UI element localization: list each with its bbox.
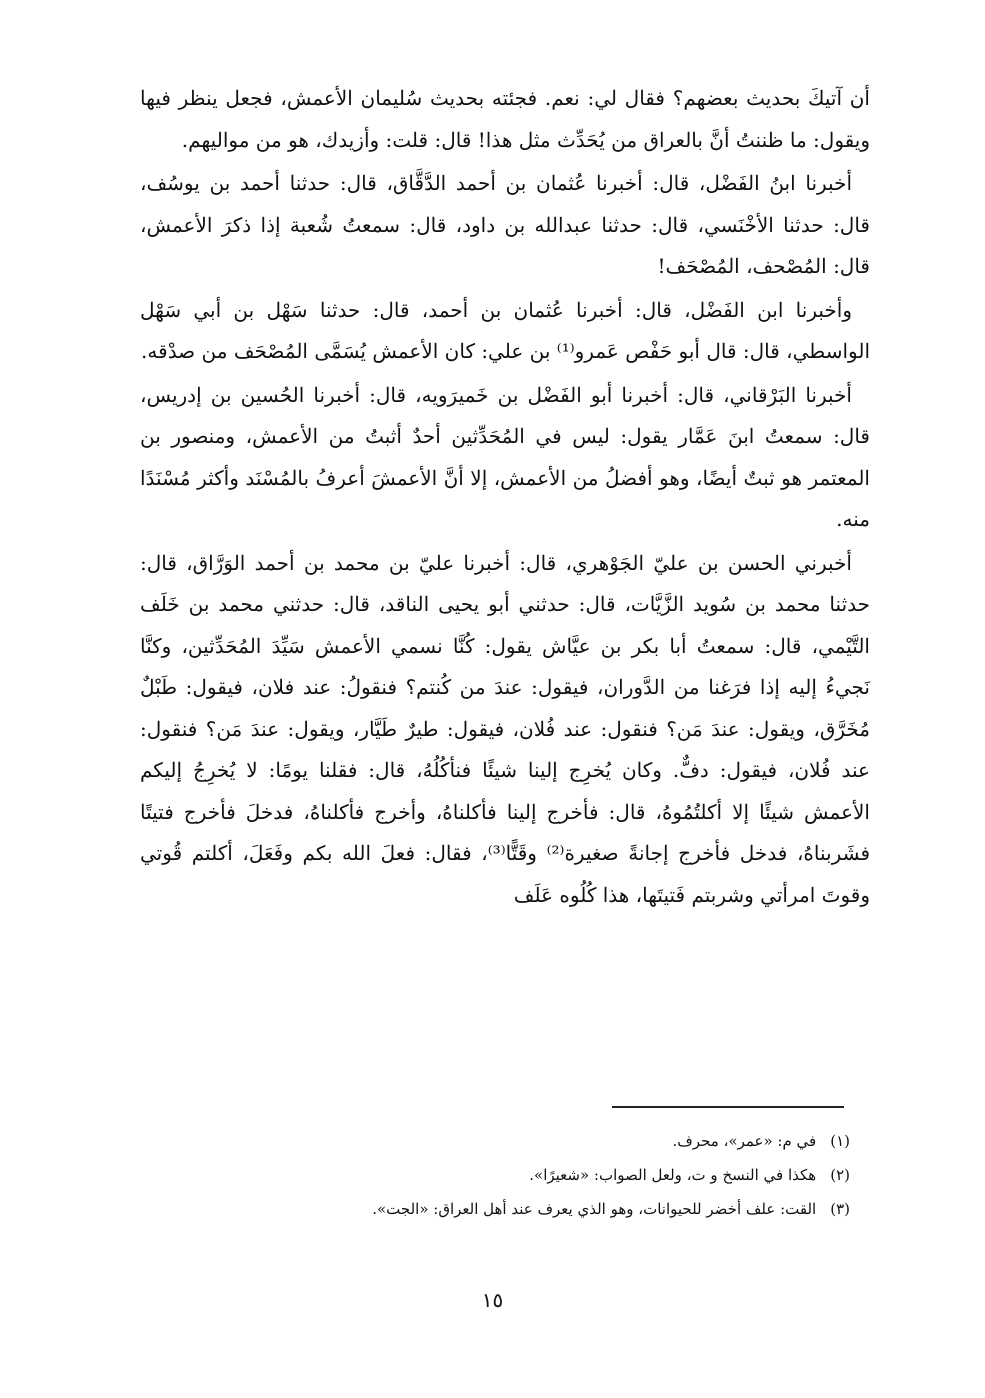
paragraph: وأخبرنا ابن الفَضْل، قال: أخبرنا عُثمان بن أحمد، قال: حدثنا سَهْل بن أبي سَهْل الواسطي، قال: قال أبو حَفْص عَمرو⁽¹⁾ بن علي: كان الأعمش يُسَمَّى المُصْحَف من صدْقه. xyxy=(140,297,870,363)
footnote-number: (٣) xyxy=(830,1200,850,1218)
footnote-number: (١) xyxy=(830,1132,850,1150)
paragraph: أخبرنا البَرْقاني، قال: أخبرنا أبو الفَضْل بن خَميرَويه، قال: أخبرنا الحُسين بن إدريس، قال: سمعتُ ابنَ عَمَّار يقول: ليس في المُحَدِّثين أحدٌ أثبتُ من الأعمش، ومنصور بن المعتمر هو ثبتٌ أيضًا، وهو أفضلُ من الأعمش، إلا أنَّ الأعمشَ أعرفُ بالمُسْنَد وأكثر مُسْنَدًا منه. xyxy=(140,382,870,531)
footnote-text: القت: علف أخضر للحيوانات، وهو الذي يعرف عند أهل العراق: «الجت». xyxy=(372,1200,817,1218)
footnote xyxy=(180,1158,850,1192)
footnote-number: (٢) xyxy=(830,1166,850,1184)
paragraph: أن آتيكَ بحديث بعضهم؟ فقال لي: نعم. فجئته بحديث سُليمان الأعمش، فجعل ينظر فيها ويقول: ما ظننتُ أنَّ بالعراق من يُحَدِّث مثل هذا! قال: قلت: وأزيدك، هو من مواليهم. xyxy=(140,86,870,152)
footnote xyxy=(180,1192,850,1226)
footnotes xyxy=(180,1124,850,1226)
body-text xyxy=(140,78,870,918)
footnote-divider xyxy=(612,1106,844,1108)
footnote-text: هكذا في النسخ و ت، ولعل الصواب: «شعيرًا». xyxy=(529,1166,817,1184)
paragraph: أخبرني الحسن بن عليّ الجَوْهري، قال: أخبرنا عليّ بن محمد بن أحمد الوَرَّاق، قال: حدثنا محمد بن سُويد الزَّيَّات، قال: حدثني أبو يحيى الناقد، قال: حدثني محمد بن خَلَف التَّيْمي، قال: سمعتُ أبا بكر بن عيَّاش يقول: كُنَّا نسمي الأعمش سَيِّدَ المُحَدِّثين، وكنَّا نَجيءُ إليه إذا فرَغنا من الدَّوران، فيقول: عندَ من كُنتم؟ فنقولُ: عند فلان، فيقول: طَبْلٌ مُخَرَّق، ويقول: عندَ مَن؟ فنقول: عند فُلان، فيقول: طيرٌ طَيَّار، ويقول: عندَ مَن؟ فنقول: عند فُلان، فيقول: دفٌّ. وكان يُخرِج إلينا شيئًا فنأكُلُهُ، قال: فقلنا يومًا: لا يُخرِجُ إليكم الأعمش شيئًا إلا أكلتُمُوهُ، قال: فأخرج إلينا فأكلناهُ، وأخرج فأكلناهُ، فدخلَ فأخرج فتيتًا فشَربناهُ، فدخل فأخرج إجانةً صغيرة⁽²⁾ وقَتًّا⁽³⁾، فقال: فعلَ الله بكم وفَعَلَ، أكلتم قُوتي وقوتَ امرأتي وشربتم فَتيتَها، هذا كُلُوه عَلَف xyxy=(140,550,871,907)
paragraph: أخبرنا ابنُ الفَضْل، قال: أخبرنا عُثمان بن أحمد الدَّقَّاق، قال: حدثنا أحمد بن يوسُف، قال: حدثنا الأخْنَسي، قال: حدثنا عبدالله بن داود، قال: سمعتُ شُعبة إذا ذكرَ الأعمش، قال: المُصْحف، المُصْحَف! xyxy=(140,171,870,278)
page-number: ١٥ xyxy=(481,1288,504,1312)
footnote xyxy=(180,1124,850,1158)
footnote-text: في م: «عمر»، محرف. xyxy=(672,1132,817,1150)
